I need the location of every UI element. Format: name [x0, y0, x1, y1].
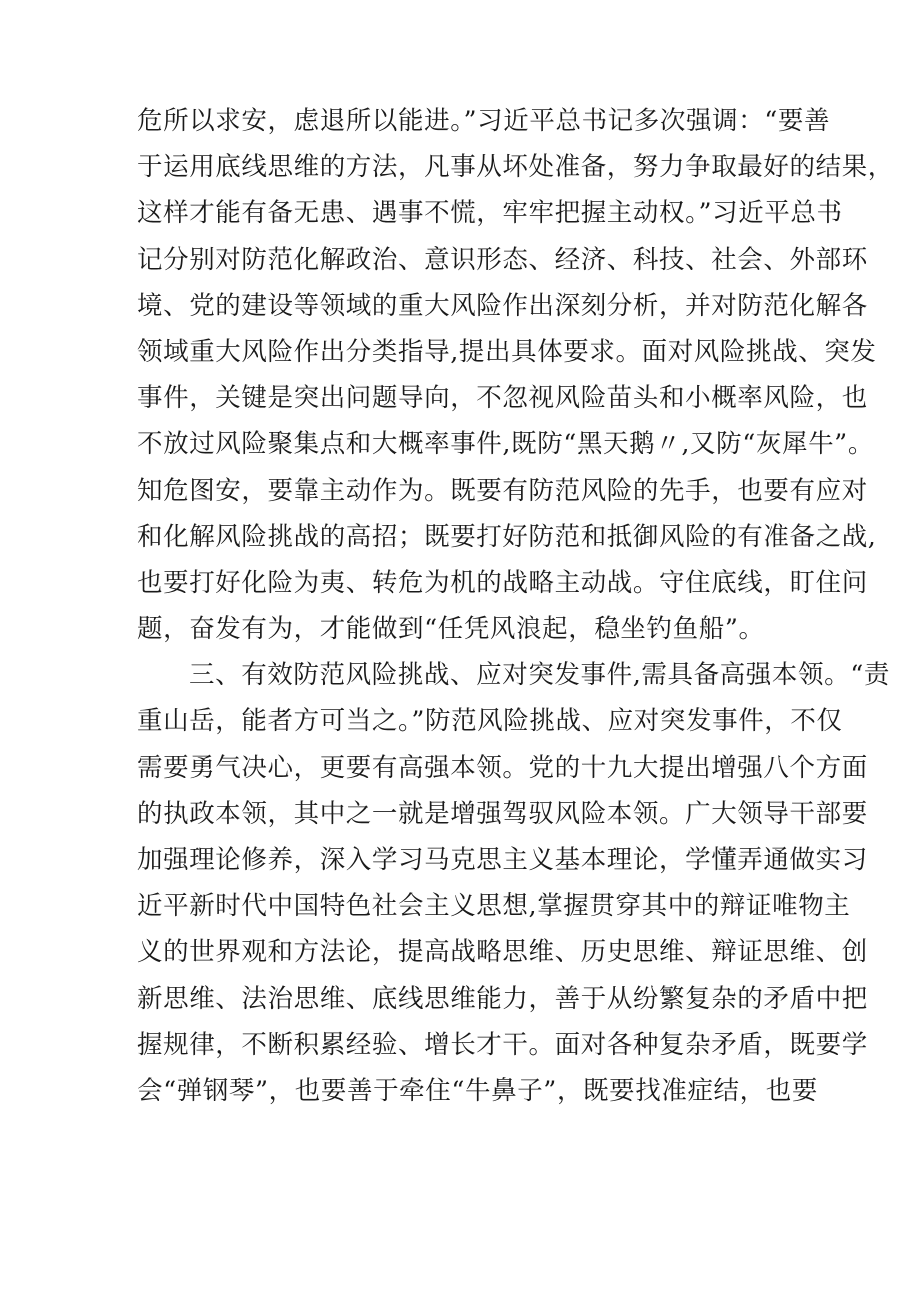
- text-line-indented: 三、有效防范风险挑战、应对突发事件,需具备高强本领。“责: [189, 660, 890, 691]
- document-body: [137, 98, 894, 1114]
- text-line: 题，奋发有为，才能做到“任凭风浪起，稳坐钓鱼船”。: [137, 614, 765, 645]
- text-line: 义的世界观和方法论，提高战略思维、历史思维、辩证思维、创: [137, 937, 868, 968]
- text-line: 于运用底线思维的方法，凡事从坏处准备，努力争取最好的结果，: [137, 152, 894, 183]
- text-line: 知危图安，要靠主动作为。既要有防范风险的先手，也要有应对: [137, 475, 868, 506]
- text-line: 握规律，不断积累经验、增长才干。面对各种复杂矛盾，既要学: [137, 1029, 868, 1060]
- text-line: 危所以求安，虑退所以能进。”习近平总书记多次强调：“要善: [137, 106, 831, 136]
- paragraph-1: [137, 98, 894, 652]
- text-line: 这样才能有备无患、遇事不慌，牢牢把握主动权。”习近平总书: [137, 198, 843, 229]
- text-line: 需要勇气决心，更要有高强本领。党的十九大提出增强八个方面: [137, 752, 868, 783]
- text-line: 事件，关键是突出问题导向，不忽视风险苗头和小概率风险，也: [137, 383, 868, 414]
- text-line: 新思维、法治思维、底线思维能力，善于从纷繁复杂的矛盾中把: [137, 983, 868, 1014]
- text-line: 记分别对防范化解政治、意识形态、经济、科技、社会、外部环: [137, 244, 868, 275]
- text-line: 领域重大风险作出分类指导,提出具体要求。面对风险挑战、突发: [137, 336, 877, 367]
- paragraph-2: [137, 652, 890, 1114]
- text-line: 也要打好化险为夷、转危为机的战略主动战。守住底线，盯住问: [137, 567, 868, 598]
- text-line: 和化解风险挑战的高招；既要打好防范和抵御风险的有准备之战,: [137, 521, 877, 552]
- text-line: 近平新时代中国特色社会主义思想,掌握贯穿其中的辩证唯物主: [137, 891, 851, 922]
- text-line: 重山岳，能者方可当之。”防范风险挑战、应对突发事件，不仅: [137, 706, 843, 737]
- text-line: 会“弹钢琴”，也要善于牵住“牛鼻子”，既要找准症结，也要: [137, 1075, 818, 1106]
- text-line: 不放过风险聚集点和大概率事件,既防“黑天鹅〃,又防“灰犀牛”。: [137, 429, 874, 460]
- text-line: 加强理论修养，深入学习马克思主义基本理论，学懂弄通做实习: [137, 845, 868, 875]
- text-line: 的执政本领，其中之一就是增强驾驭风险本领。广大领导干部要: [137, 798, 868, 829]
- text-line: 境、党的建设等领域的重大风险作出深刻分析，并对防范化解各: [137, 290, 868, 321]
